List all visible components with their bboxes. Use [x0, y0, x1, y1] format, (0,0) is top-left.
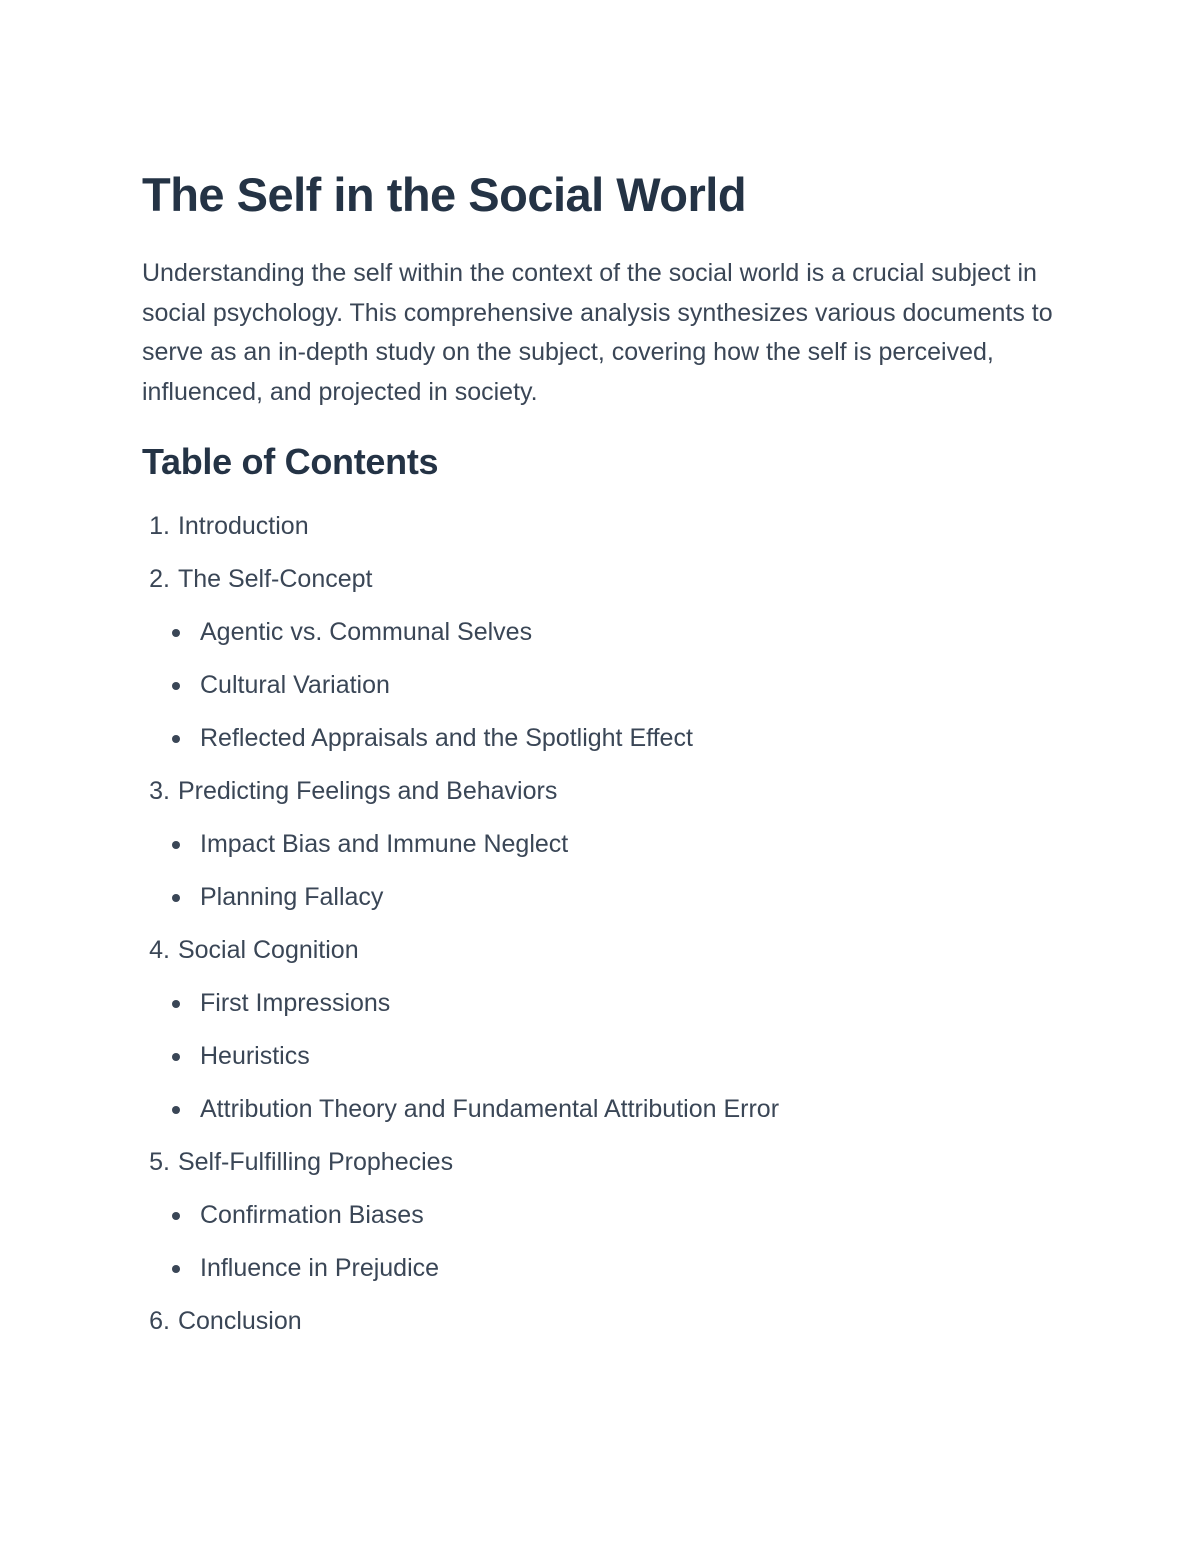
toc-item-social-cognition: [142, 935, 1072, 1124]
toc-subitem: [142, 1200, 1072, 1230]
toc-subitem-label: Agentic vs. Communal Selves: [200, 618, 533, 646]
toc-subitem-label: Cultural Variation: [200, 671, 390, 699]
toc-subitem: [142, 723, 1072, 753]
bullet-icon: [172, 1265, 180, 1273]
toc-subitem-label: Heuristics: [200, 1042, 310, 1070]
toc-subitem: [142, 1041, 1072, 1071]
bullet-icon: [172, 629, 180, 637]
bullet-icon: [172, 1053, 180, 1061]
bullet-icon: [172, 735, 180, 743]
toc-item-conclusion: [142, 1306, 1072, 1336]
toc-label: Predicting Feelings and Behaviors: [177, 777, 558, 805]
toc-subitem: [142, 1253, 1072, 1283]
bullet-icon: [172, 682, 180, 690]
table-of-contents: [142, 511, 1072, 1336]
toc-subitem-label: Confirmation Biases: [200, 1201, 424, 1229]
toc-subitem: [142, 829, 1072, 859]
toc-sublist: [142, 617, 1072, 753]
toc-label: Introduction: [177, 512, 309, 540]
toc-sublist: [142, 988, 1072, 1124]
intro-paragraph: Understanding the self within the context of the social world is a crucial subject in social psychology. This comprehensive analysis synthesizes various documents to serve as an in-depth study on the subject, covering how the self is perceived, influenced, and projected in society.: [142, 259, 1053, 406]
toc-subitem: [142, 988, 1072, 1018]
bullet-icon: [172, 1212, 180, 1220]
toc-number: 3.: [149, 777, 170, 805]
toc-sublist: [142, 1200, 1072, 1283]
toc-item-introduction: [142, 511, 1072, 541]
bullet-icon: [172, 1000, 180, 1008]
toc-number: 5.: [149, 1148, 170, 1176]
toc-label: Self-Fulfilling Prophecies: [177, 1148, 454, 1176]
toc-subitem: [142, 882, 1072, 912]
bullet-icon: [172, 894, 180, 902]
toc-subitem: [142, 1094, 1072, 1124]
toc-subitem-label: Reflected Appraisals and the Spotlight Effect: [200, 724, 693, 752]
toc-number: 4.: [149, 936, 170, 964]
toc-number: 6.: [149, 1307, 170, 1335]
toc-item-self-concept: [142, 564, 1072, 753]
bullet-icon: [172, 1106, 180, 1114]
toc-subitem-label: Planning Fallacy: [200, 883, 384, 911]
toc-item-self-fulfilling: [142, 1147, 1072, 1283]
toc-subitem-label: Impact Bias and Immune Neglect: [200, 830, 569, 858]
toc-subitem-label: First Impressions: [200, 989, 391, 1017]
document-page: [142, 168, 1072, 1359]
toc-heading: Table of Contents: [142, 441, 439, 482]
toc-label: The Self-Concept: [177, 565, 373, 593]
toc-subitem: [142, 617, 1072, 647]
toc-number: 2.: [149, 565, 170, 593]
document-title: The Self in the Social World: [142, 168, 747, 221]
toc-item-predicting: [142, 776, 1072, 912]
toc-sublist: [142, 829, 1072, 912]
toc-subitem: [142, 670, 1072, 700]
toc-subitem-label: Attribution Theory and Fundamental Attribution Error: [200, 1095, 780, 1123]
toc-label: Social Cognition: [177, 936, 359, 964]
toc-subitem-label: Influence in Prejudice: [200, 1254, 440, 1282]
toc-number: 1.: [149, 512, 170, 540]
toc-label: Conclusion: [177, 1307, 302, 1335]
bullet-icon: [172, 841, 180, 849]
